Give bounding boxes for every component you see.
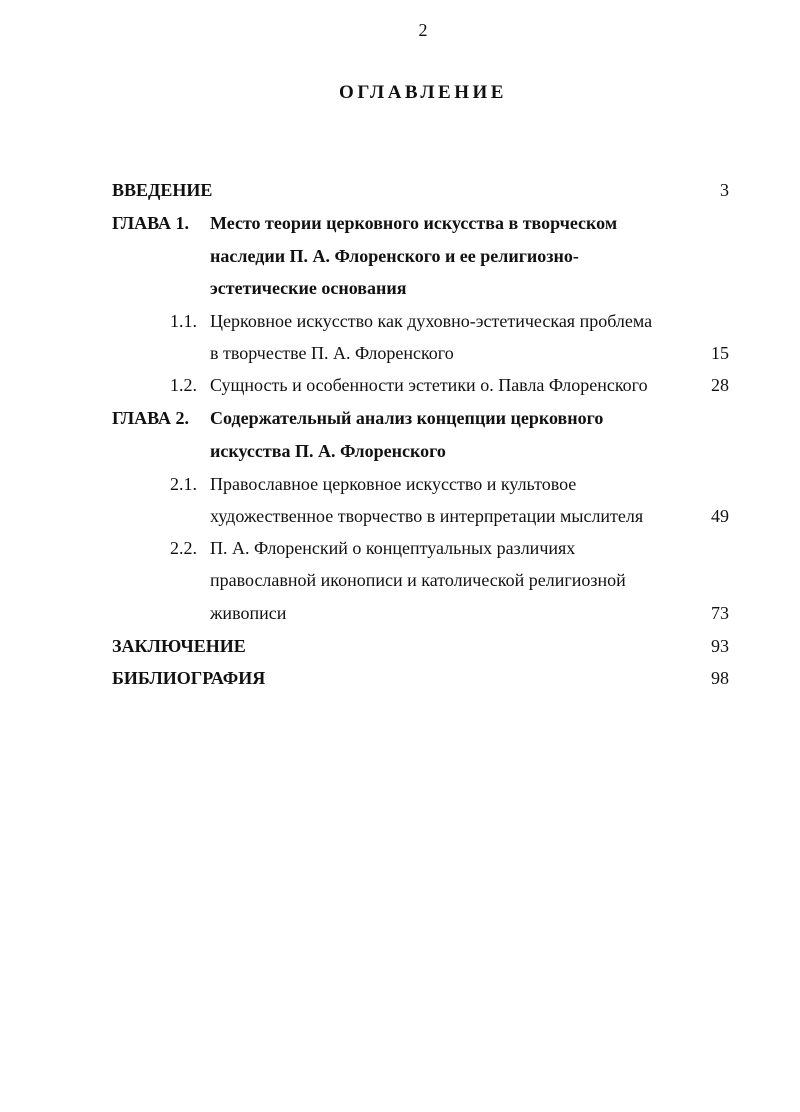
toc-intro-label: ВВЕДЕНИЕ: [112, 180, 213, 200]
toc-section-1-1-line-2: в творчестве П. А. Флоренского: [210, 343, 454, 363]
toc-section-2-1-number: 2.1.: [170, 474, 197, 494]
toc-section-1-2-page: 28: [711, 375, 729, 395]
toc-chapter-1-title-line-3: эстетические основания: [210, 278, 407, 298]
toc-section-2-1-page: 49: [711, 506, 729, 526]
toc-conclusion-label: ЗАКЛЮЧЕНИЕ: [112, 636, 246, 656]
toc-section-2-1-line-2: художественное творчество в интерпретации мыслителя: [210, 506, 644, 526]
toc-section-1-2-line-1: Сущность и особенности эстетики о. Павла Флоренского: [210, 375, 648, 395]
toc-section-2-1-line-1: Православное церковное искусство и культовое: [210, 474, 577, 494]
toc-bibliography-page: 98: [711, 668, 729, 688]
toc-chapter-1-title-line-1: Место теории церковного искусства в творческом: [210, 213, 618, 233]
toc-bibliography-label: БИБЛИОГРАФИЯ: [112, 668, 266, 688]
toc-chapter-2-title-line-1: Содержательный анализ концепции церковного: [210, 408, 604, 428]
page-number: 2: [418, 20, 428, 40]
toc-chapter-2-label: ГЛАВА 2.: [112, 408, 190, 428]
toc-title: ОГЛАВЛЕНИЕ: [339, 82, 507, 103]
toc-chapter-1-label: ГЛАВА 1.: [112, 213, 190, 233]
toc-section-1-1-page: 15: [711, 343, 729, 363]
toc-section-1-1-number: 1.1.: [170, 311, 197, 331]
toc-section-1-2-number: 1.2.: [170, 375, 197, 395]
toc-section-1-1-line-1: Церковное искусство как духовно-эстетическая проблема: [210, 311, 653, 331]
toc-section-2-2-number: 2.2.: [170, 538, 197, 558]
toc-section-2-2-line-2: православной иконописи и католической религиозной: [210, 570, 626, 590]
toc-conclusion-page: 93: [711, 636, 729, 656]
toc-section-2-2-page: 73: [711, 603, 729, 623]
toc-section-2-2-line-1: П. А. Флоренский о концептуальных различиях: [210, 538, 576, 558]
toc-chapter-1-title-line-2: наследии П. А. Флоренского и ее религиозно-: [210, 246, 579, 266]
toc-chapter-2-title-line-2: искусства П. А. Флоренского: [210, 441, 446, 461]
toc-section-2-2-line-3: живописи: [210, 603, 287, 623]
toc-intro-page: 3: [720, 180, 729, 200]
